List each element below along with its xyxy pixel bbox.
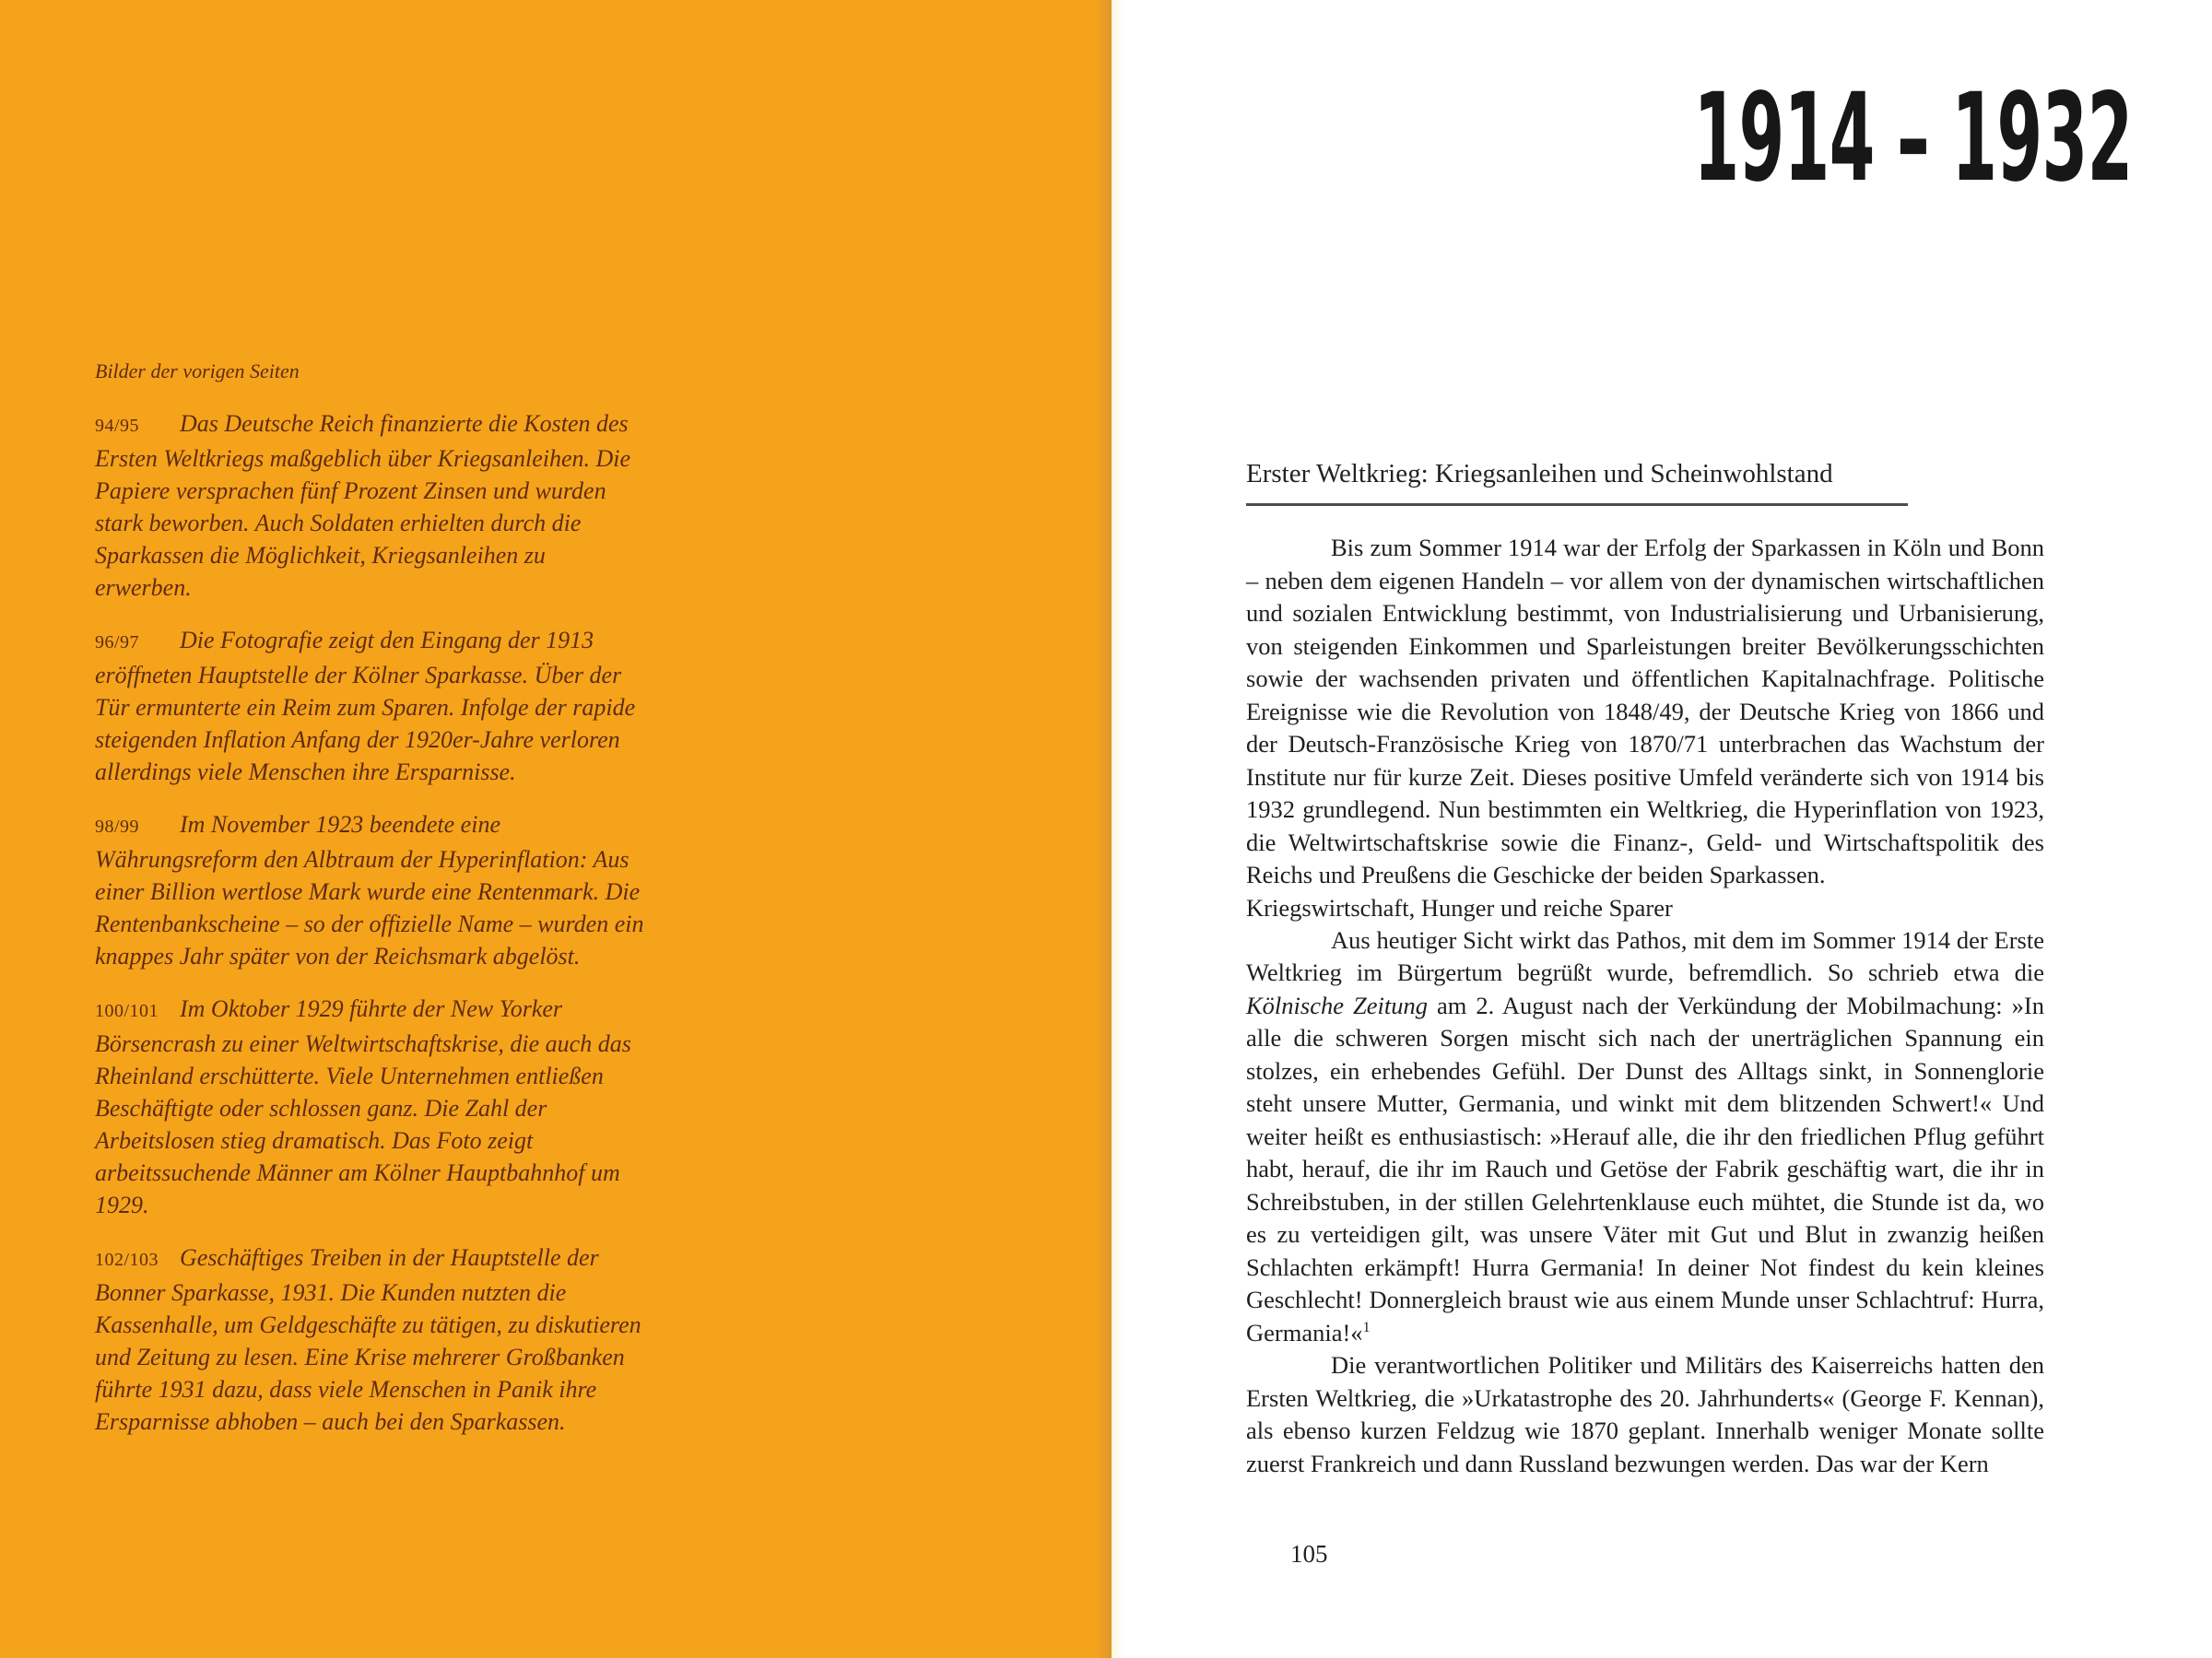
caption-text: Das Deutsche Reich finanzierte die Kosten des Ersten Weltkriegs maßgeblich über Kriegsanleihen. Die Papiere versprachen fünf Prozent Zinsen und wurden stark beworben. Auch Soldaten erhielten durch die Sparkassen die Möglichkeit, Kriegsanleihen zu erwerben. bbox=[95, 410, 631, 601]
caption-page-range: 102/103 bbox=[95, 1250, 159, 1270]
caption-column-header: Bilder der vorigen Seiten bbox=[95, 359, 300, 382]
caption-block bbox=[95, 993, 648, 1221]
caption-page-range: 98/99 bbox=[95, 817, 140, 837]
page-gutter bbox=[1112, 0, 1123, 1658]
paragraph: Bis zum Sommer 1914 war der Erfolg der Sparkassen in Köln und Bonn – neben dem eigenen Handeln – vor allem von der dynamischen wirtschaftlichen und sozialen Entwicklung bestimmt, von Industrialisierung und Urbanisierung, von steigenden Einkommen und Sparleistungen breiter Bevölkerungsschichten sowie der wachsenden privaten und öffentlichen Kapitalnachfrage. Politische Ereignisse wie die Revolution von 1848/49, der Deutsche Krieg von 1866 und der Deutsch-Französische Krieg von 1870/71 unterbrachen das Wachstum der Institute nur für kurze Zeit. Dieses positive Umfeld veränderte sich von 1914 bis 1932 grundlegend. Nun bestimmten ein Weltkrieg, die Hyperinflation von 1923, die Weltwirtschaftskrise sowie die Finanz-, Geld- und Wirtschaftspolitik des Reichs und Preußens die Geschicke der beiden Sparkassen. bbox=[1246, 534, 2044, 888]
caption-block bbox=[95, 808, 648, 972]
caption-block bbox=[95, 1241, 648, 1438]
caption-block bbox=[95, 407, 648, 604]
section-heading: Erster Weltkrieg: Kriegsanleihen und Scheinwohlstand bbox=[1246, 459, 1833, 488]
caption-page-range: 94/95 bbox=[95, 416, 140, 436]
newspaper-name: Kölnische Zeitung bbox=[1246, 991, 1428, 1019]
paragraph: Die verantwortlichen Politiker und Militärs des Kaiserreichs hatten den Ersten Weltkrieg, die »Urkatastrophe des 20. Jahrhunderts« (George F. Kennan), als ebenso kurzen Feldzug wie 1870 geplant. Innerhalb weniger Monate sollte zuerst Frankreich und dann Russland bezwungen werden. Das war der Kern bbox=[1246, 1351, 2044, 1477]
page-number: 105 bbox=[1290, 1540, 1328, 1568]
caption-text: Die Fotografie zeigt den Eingang der 1913 eröffneten Hauptstelle der Kölner Sparkasse. Über der Tür ermunterte ein Reim zum Sparen. Infolge der rapide steigenden Inflation Anfang der 1920er-Jahre verloren allerdings viele Menschen ihre Ersparnisse. bbox=[95, 627, 636, 785]
paragraph bbox=[1246, 924, 2044, 1350]
heading-rule bbox=[1246, 503, 1908, 506]
caption-page-range: 100/101 bbox=[95, 1001, 159, 1021]
caption-text: Geschäftiges Treiben in der Hauptstelle der Bonner Sparkasse, 1931. Die Kunden nutzten die Kassenhalle, um Geldgeschäfte zu tätigen, zu diskutieren und Zeitung zu lesen. Eine Krise mehrerer Großbanken führte 1931 dazu, dass viele Menschen in Panik ihre Ersparnisse abhoben – auch bei den Sparkassen. bbox=[95, 1244, 641, 1435]
subsection-heading: Kriegswirtschaft, Hunger und reiche Sparer bbox=[1246, 893, 1673, 922]
paragraph-text: am 2. August nach der Verkündung der Mobilmachung: »In alle die schweren Sorgen mischt sich nach der unerträglichen Spannung ein stolzes, ein erhebendes Gefühl. Der Dunst des Alltags sinkt, in Sonnenglorie steht unsere Mutter, Germania, und winkt mit dem blitzenden Schwert!« Und weiter heißt es enthusiastisch: »Herauf alle, die ihr den friedlichen Pflug geführt habt, herauf, die ihr im Rauch und Getöse der Fabrik geschäftig wart, die ihr in Schreibstuben, in der stillen Gelehrtenklause euch mühtet, die Stunde ist da, wo es zu verteidigen gilt, was unsere Väter mit Gut und Blut in zwanzig heißen Schlachten erkämpft! Hurra Germania! In deiner Not findest du kein kleines Geschlecht! Donnergleich braust wie aus einem Munde unser Schlachtruf: Hurra, Germania!« bbox=[1246, 991, 2044, 1346]
caption-page-range: 96/97 bbox=[95, 632, 140, 653]
caption-text: Im Oktober 1929 führte der New Yorker Börsencrash zu einer Weltwirtschaftskrise, die auch das Rheinland erschütterte. Viele Unternehmen entließen Beschäftigte oder schlossen ganz. Die Zahl der Arbeitslosen stieg dramatisch. Das Foto zeigt arbeitssuchende Männer am Kölner Hauptbahnhof um 1929. bbox=[95, 995, 631, 1218]
text-column bbox=[1246, 458, 2044, 1480]
right-page bbox=[1123, 0, 2212, 1658]
paragraph-text: Aus heutiger Sicht wirkt das Pathos, mit dem im Sommer 1914 der Erste Weltkrieg im Bürgertum begrüßt wurde, befremdlich. So schrieb etwa die bbox=[1246, 925, 2044, 986]
caption-text: Im November 1923 beendete eine Währungsreform den Albtraum der Hyperinflation: Aus einer Billion wertlose Mark wurde eine Rentenmark. Die Rentenbankscheine – so der offizielle Name – wurden ein knappes Jahr später von der Reichsmark abgelöst. bbox=[95, 811, 644, 970]
chapter-title: 1914 – 1932 bbox=[1693, 67, 2133, 209]
footnote-marker: 1 bbox=[1362, 1319, 1371, 1335]
body-copy bbox=[1246, 532, 2044, 1480]
caption-column bbox=[95, 359, 648, 1458]
caption-block bbox=[95, 624, 648, 788]
